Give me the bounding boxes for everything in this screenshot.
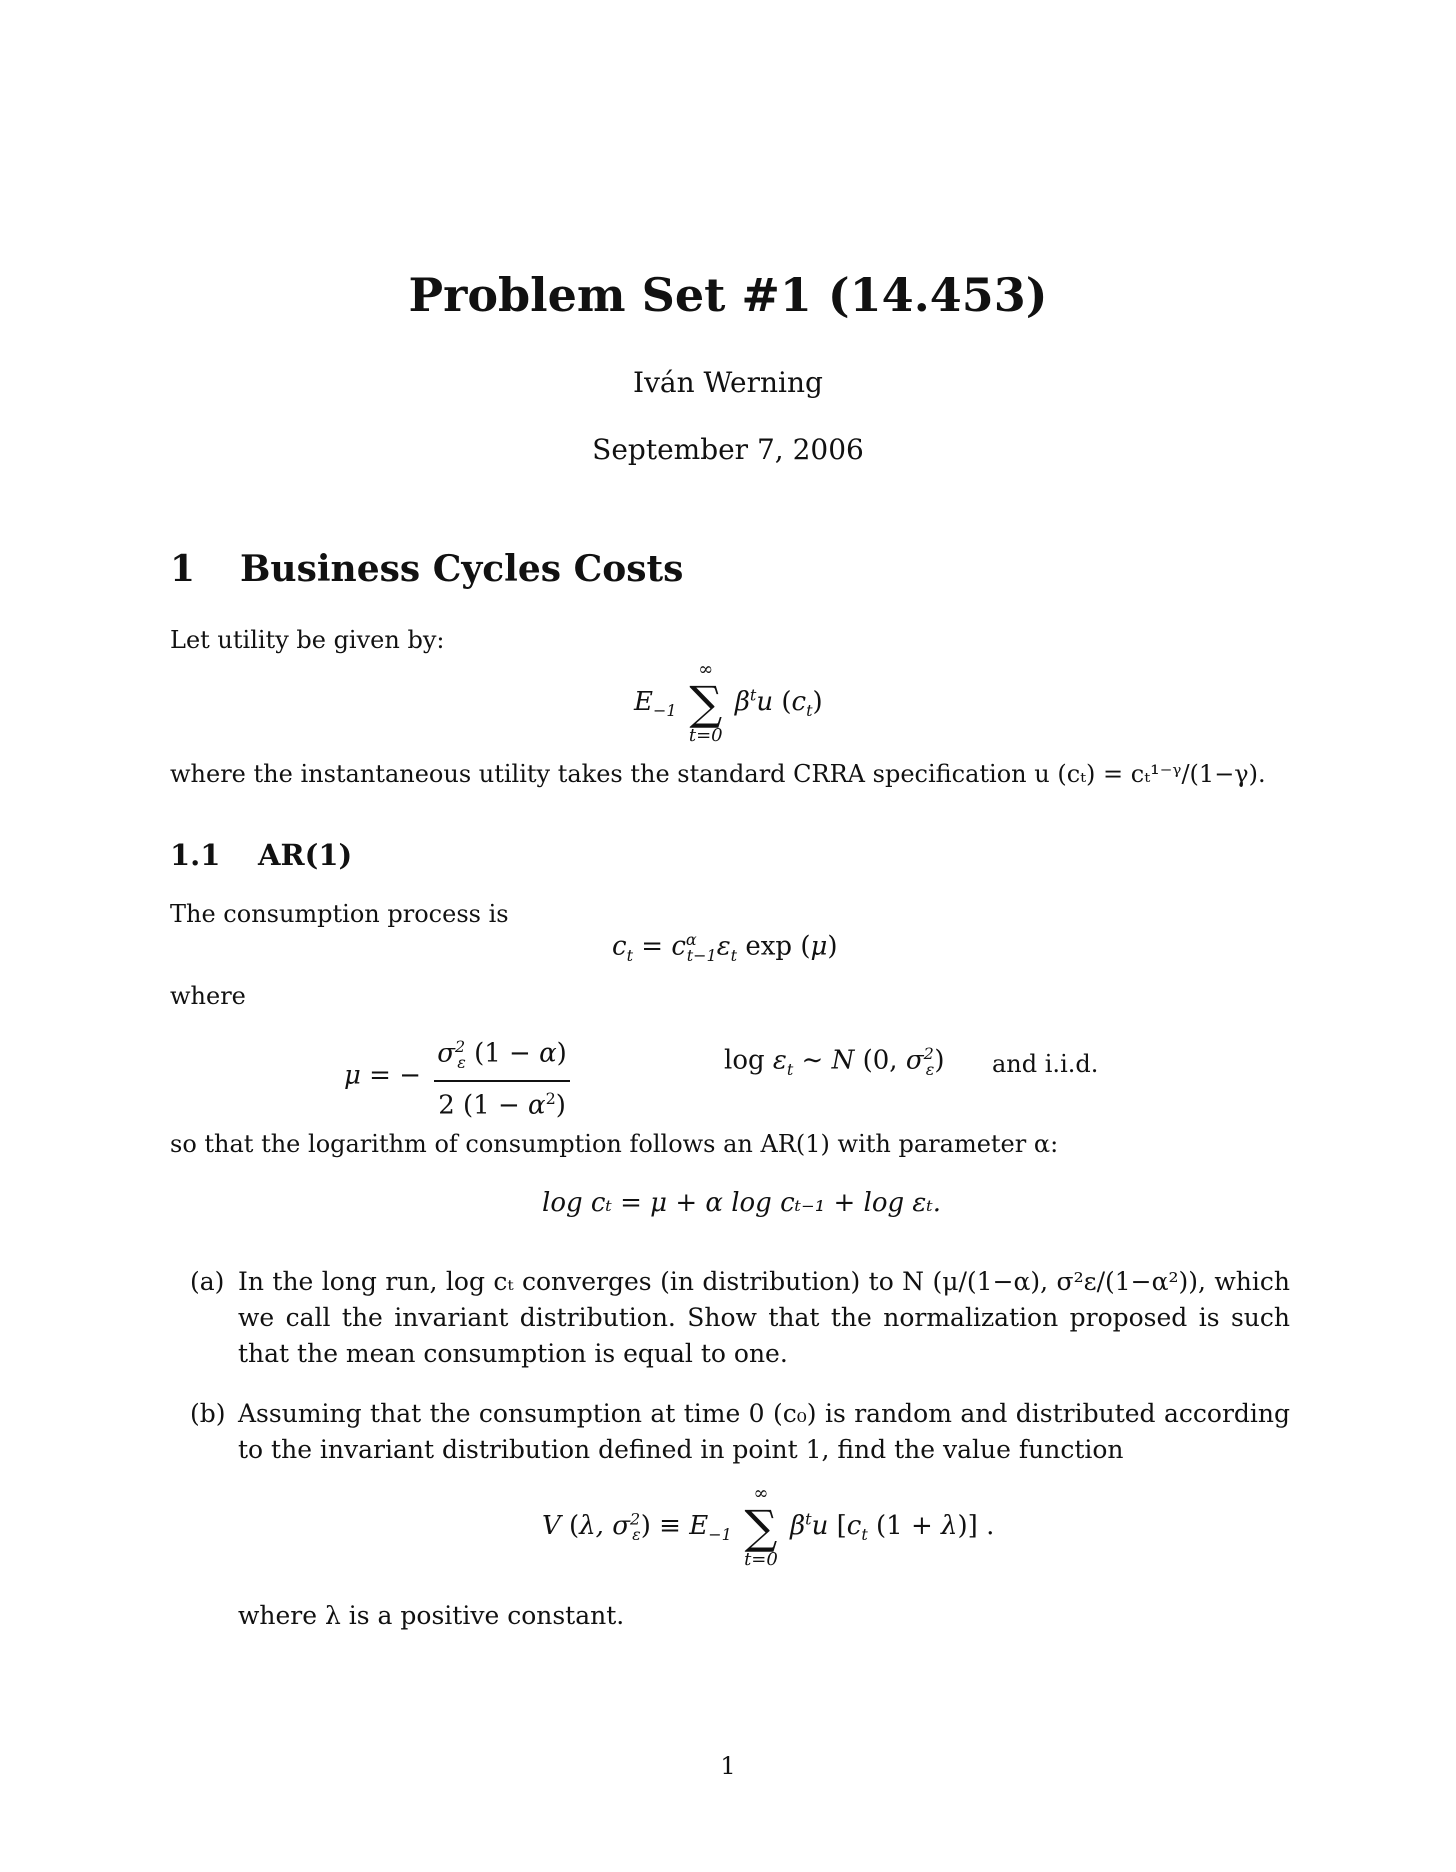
where-label: where <box>170 982 246 1010</box>
problem-item-a <box>190 1264 1290 1372</box>
section-heading <box>170 548 683 590</box>
problem-item-b <box>190 1396 1290 1468</box>
subsection-number: 1.1 <box>170 838 221 872</box>
ar-equation: log cₜ = μ + α log cₜ₋₁ + log εₜ. <box>542 1188 942 1218</box>
ar-sentence: so that the logarithm of consumption follows an AR(1) with parameter α: <box>170 1130 1059 1158</box>
document-title: Problem Set #1 (14.453) <box>408 268 1048 322</box>
mu-equation: μ = − $\frac{\sigma^2_\varepsilon (1 - \alpha)}{2 (1 - \alpha^2)}$ <box>344 1030 575 1123</box>
item-text: In the long run, log cₜ converges (in distribution) to N (μ/(1−α), σ²ε/(1−α²)), which we call the invariant distribution. Show that the normalization proposed is such that the mean consumption is equal to one. <box>238 1267 1290 1368</box>
utility-intro: Let utility be given by: <box>170 626 445 654</box>
document-date: September 7, 2006 <box>592 433 864 466</box>
iid-label: and i.i.d. <box>992 1050 1099 1078</box>
summation-symbol: ∞ ∑ t=0 <box>688 659 723 746</box>
subsection-heading <box>170 838 352 872</box>
lambda-note: where λ is a positive constant. <box>238 1601 625 1630</box>
section-number: 1 <box>170 548 196 590</box>
log-epsilon-distribution: $\log \varepsilon_t$ ∼ N (0, $\sigma^2_\varepsilon$) <box>724 1044 945 1079</box>
author-name: Iván Werning <box>633 366 823 399</box>
utility-equation: $E_{-1}$ ∞ ∑ t=0 $\beta^tu$ $(c_t)$ <box>634 659 823 746</box>
section-title: Business Cycles Costs <box>240 548 684 590</box>
item-text: Assuming that the consumption at time 0 (c₀) is random and distributed according to the invariant distribution defined in point 1, find the value function <box>238 1399 1290 1464</box>
summation-symbol: ∞ ∑ t=0 <box>744 1483 778 1570</box>
item-label: (a) <box>190 1267 225 1296</box>
item-label: (b) <box>190 1399 226 1428</box>
process-intro: The consumption process is <box>170 900 509 928</box>
crra-sentence: where the instantaneous utility takes the standard CRRA specification u (cₜ) = cₜ¹⁻ᵞ/(1−γ). <box>170 760 1266 788</box>
subsection-title: AR(1) <box>258 838 353 872</box>
value-function-equation: V (λ, $\sigma^2_\varepsilon) \equiv E_{-1}$ ∞ ∑ t=0 $\beta^tu$ [$c_t$ (1 + λ)] . <box>542 1483 995 1570</box>
consumption-process-equation: $c_t = c^\alpha_{t-1}\varepsilon_t$ exp (μ) <box>612 930 838 965</box>
page-number: 1 <box>720 1752 736 1780</box>
